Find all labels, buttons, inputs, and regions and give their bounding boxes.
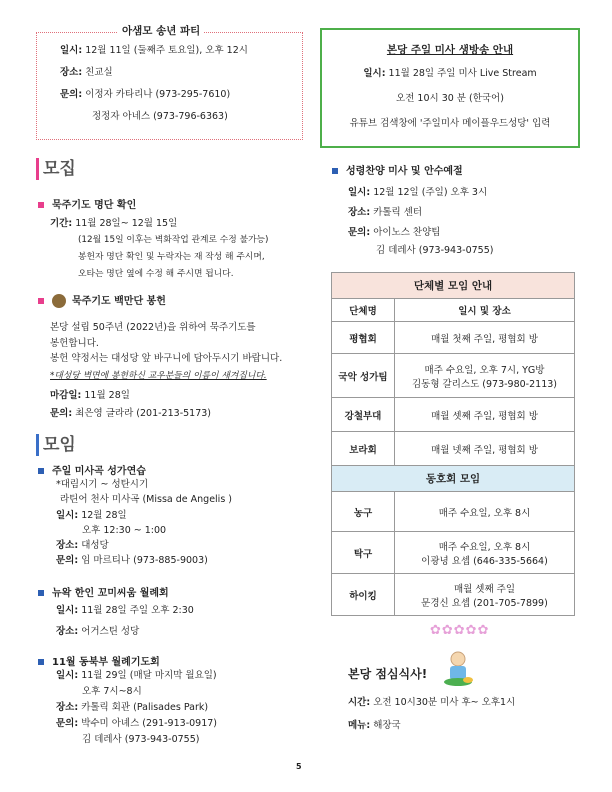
prayer-list-line2: 봉헌자 명단 확인 및 누락자는 재 작성 해 주시며, bbox=[78, 252, 265, 262]
party-contact2: 정정자 아네스 (973-796-6363) bbox=[92, 111, 228, 122]
choir-line1: *대림시기 ~ 성탄시기 bbox=[56, 479, 149, 490]
bullet-icon bbox=[332, 168, 338, 174]
col-info-header: 일시 및 장소 bbox=[395, 299, 575, 322]
mojip-heading: 모집 bbox=[36, 158, 76, 180]
million-deadline: 마감일: 11월 28일 bbox=[50, 390, 130, 401]
northeast-contact2: 김 데레사 (973-943-0755) bbox=[82, 734, 200, 745]
prayer-list-period: 기간: 11월 28일~ 12월 15일 bbox=[50, 218, 178, 229]
table-row: 강철부대 매월 셋째 주일, 평협회 방 bbox=[332, 398, 575, 432]
choir-time: 오후 12:30 ~ 1:00 bbox=[82, 525, 167, 536]
club-title: 동호회 모임 bbox=[332, 466, 575, 492]
choir-place: 장소: 대성당 bbox=[56, 540, 109, 551]
table-row: 농구 매주 수요일, 오후 8시 bbox=[332, 492, 575, 532]
holy-spirit-title: 성령찬양 미사 및 안수예절 bbox=[332, 162, 463, 177]
party-title: 아샘모 송년 파티 bbox=[118, 23, 204, 39]
bullet-icon bbox=[38, 202, 44, 208]
groups-table bbox=[331, 272, 575, 616]
holy-spirit-contact: 문의: 아이노스 찬양팀 bbox=[348, 227, 441, 238]
million-note: *대성당 벽면에 봉헌하신 교우분들의 이름이 새겨집니다. bbox=[50, 371, 267, 381]
livestream-date: 일시: 11월 28일 주일 미사 Live Stream bbox=[363, 68, 537, 79]
party-date: 일시: 12월 11일 (둘째주 토요일), 오후 12시 bbox=[60, 45, 248, 56]
million-title: 묵주기도 백만단 봉헌 bbox=[38, 292, 166, 308]
holy-spirit-place: 장소: 카톨릭 센터 bbox=[348, 207, 423, 218]
newark-date: 일시: 11월 28일 주일 오후 2:30 bbox=[56, 605, 194, 616]
bullet-icon bbox=[38, 659, 44, 665]
northeast-place: 장소: 카톨릭 회관 (Palisades Park) bbox=[56, 702, 209, 713]
lunch-time: 시간: 오전 10시30분 미사 후~ 오후1시 bbox=[348, 697, 516, 708]
livestream-youtube: 유튜브 검색창에 '주일미사 메이플우드성당' 입력 bbox=[349, 118, 551, 129]
groups-title: 단체별 모임 안내 bbox=[332, 273, 575, 299]
prayer-list-line3: 오타는 명단 옆에 수정 해 주시면 됩니다. bbox=[78, 269, 234, 279]
holy-spirit-date: 일시: 12월 12일 (주일) 오후 3시 bbox=[348, 187, 488, 198]
choir-title: 주일 미사곡 성가연습 bbox=[38, 462, 146, 477]
million-line2: 봉헌합니다. bbox=[50, 338, 99, 349]
table-row: 탁구 매주 수요일, 오후 8시 이광녕 요셉 (646-335-5664) bbox=[332, 532, 575, 574]
northeast-title: 11월 동북부 월례기도회 bbox=[38, 653, 160, 668]
million-line3: 봉헌 약정서는 대성당 앞 바구니에 담아두시기 바랍니다. bbox=[50, 353, 283, 364]
choir-line2: 라틴어 천사 미사곡 (Missa de Angelis ) bbox=[60, 494, 233, 505]
bullet-icon bbox=[38, 590, 44, 596]
newark-place: 장소: 어거스틴 성당 bbox=[56, 626, 140, 637]
choir-date: 일시: 12월 28일 bbox=[56, 510, 127, 521]
livestream-title: 본당 주일 미사 생방송 안내 bbox=[386, 44, 514, 56]
moim-heading: 모임 bbox=[36, 434, 76, 456]
chef-icon bbox=[440, 650, 476, 688]
table-row: 하이킹 매월 셋째 주일 문경신 요셉 (201-705-7899) bbox=[332, 574, 575, 616]
northeast-time: 오후 7시~8시 bbox=[82, 686, 142, 697]
northeast-contact: 문의: 박수미 아녜스 (291-913-0917) bbox=[56, 718, 217, 729]
choir-contact: 문의: 임 마르티나 (973-885-9003) bbox=[56, 555, 208, 566]
livestream-time: 오전 10시 30 분 (한국어) bbox=[396, 93, 504, 104]
flower-decoration-icon: ✿✿✿✿✿ bbox=[430, 623, 490, 638]
party-contact: 문의: 이정자 카타리나 (973-295-7610) bbox=[60, 89, 231, 100]
col-name-header: 단체명 bbox=[332, 299, 395, 322]
northeast-date: 일시: 11월 29일 (매달 마지막 월요일) bbox=[56, 670, 217, 681]
prayer-list-line1: (12월 15일 이후는 벽화작업 관계로 수정 불가능) bbox=[78, 235, 269, 245]
holy-spirit-contact2: 김 데레사 (973-943-0755) bbox=[376, 245, 494, 256]
table-row: 국악 성가팀 매주 수요일, 오후 7시, YG방 김동형 갈리스도 (973-980-2113) bbox=[332, 354, 575, 398]
party-place: 장소: 친교실 bbox=[60, 67, 113, 78]
million-contact: 문의: 최은영 글라라 (201-213-5173) bbox=[50, 408, 211, 419]
newark-title: 뉴왁 한인 꼬미씨움 월례회 bbox=[38, 584, 169, 599]
bullet-icon bbox=[38, 298, 44, 304]
table-row: 보라회 매월 넷째 주일, 평협회 방 bbox=[332, 432, 575, 466]
page-number: 5 bbox=[296, 762, 302, 771]
bullet-icon bbox=[38, 468, 44, 474]
prayer-list-title: 묵주기도 명단 확인 bbox=[38, 196, 136, 211]
rosary-icon bbox=[52, 294, 66, 308]
lunch-menu: 메뉴: 해장국 bbox=[348, 720, 401, 731]
table-row: 평협회 매월 첫째 주일, 평협회 방 bbox=[332, 322, 575, 354]
million-line1: 본당 설립 50주년 (2022년)을 위하여 묵주기도를 bbox=[50, 322, 256, 333]
lunch-title: 본당 점심식사! bbox=[348, 667, 428, 681]
